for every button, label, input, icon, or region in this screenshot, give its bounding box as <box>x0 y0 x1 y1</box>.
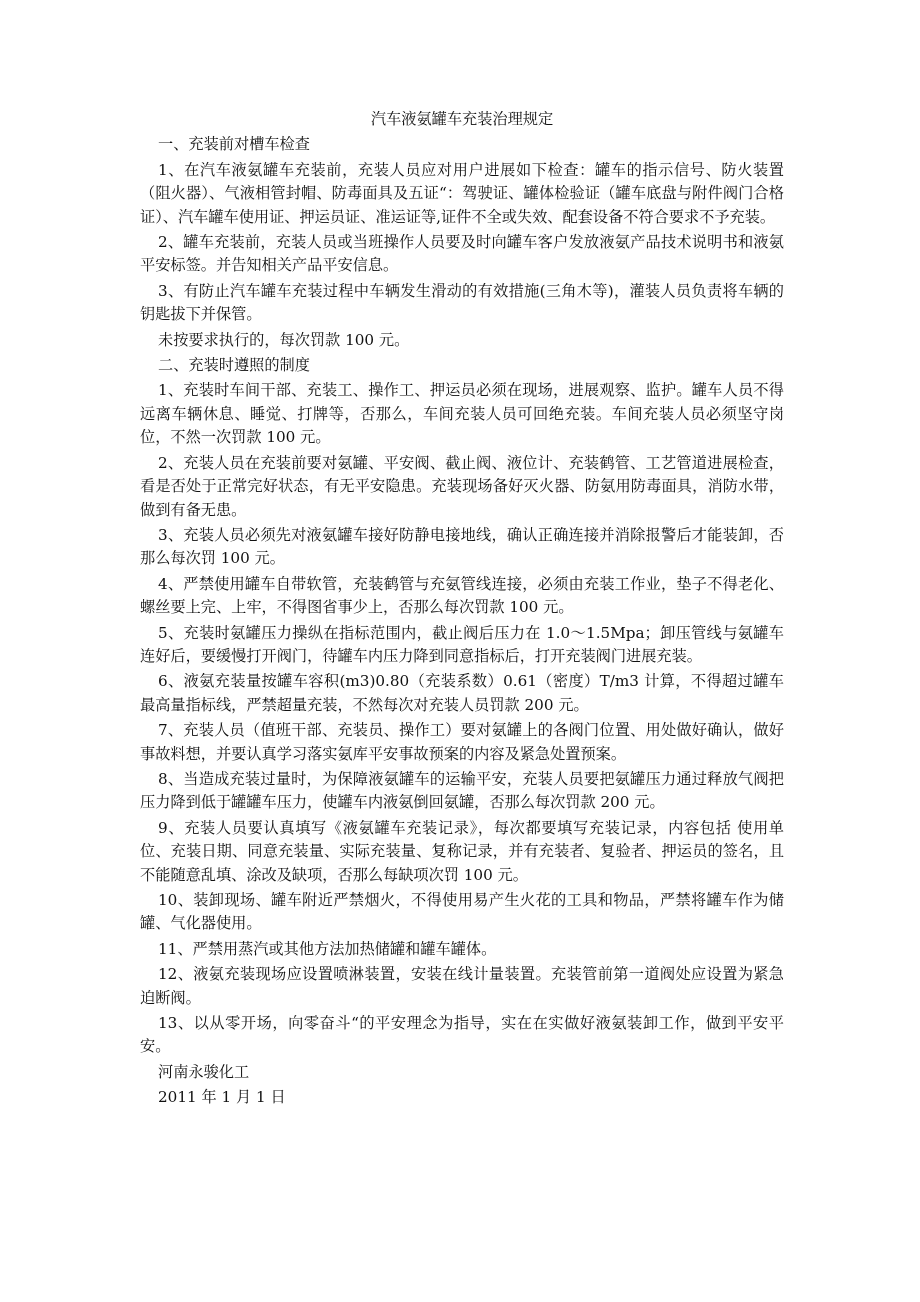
document-title: 汽车液氨罐车充装治理规定 <box>370 110 554 128</box>
section2-item-5: 5、充装时氨罐压力操纵在指标范围内，截止阀后压力在 1.0～1.5Mpa；卸压管线与氨罐车连好后，要缓慢打开阀门，待罐车内压力降到同意指标后，打开充装阀门进展充装。 <box>140 623 784 665</box>
section2-item-3: 3、充装人员必须先对液氨罐车接好防静电接地线，确认正确连接并消除报警后才能装卸，否那么每次罚 100 元。 <box>140 525 784 568</box>
section1-penalty-note: 未按要求执行的，每次罚款 100 元。 <box>158 330 410 349</box>
section2-item-6: 6、液氨充装量按罐车容积(m3)0.80（充装系数）0.61（密度）T/m3 计算，不得超过罐车最高量指标线，严禁超量充装，不然每次对充装人员罚款 200 元。 <box>140 672 784 714</box>
section2-item-7: 7、充装人员（值班干部、充装员、操作工）要对氨罐上的各阀门位置、用处做好确认，做好事故料想，并要认真学习落实氨库平安事故预案的内容及紧急处置预案。 <box>140 721 784 763</box>
section2-item-8: 8、当造成充装过量时，为保障液氨罐车的运输平安，充装人员要把氨罐压力通过释放气阀把压力降到低于罐罐车压力，使罐车内液氨倒回氨罐，否那么每次罚款 200 元。 <box>140 769 784 812</box>
section2-item-4: 4、严禁使用罐车自带软管，充装鹤管与充氨管线连接，必须由充装工作业，垫子不得老化、螺丝要上完、上牢，不得图省事少上，否那么每次罚款 100 元。 <box>140 574 784 617</box>
section2-item-12: 12、液氨充装现场应设置喷淋装置，安装在线计量装置。充装管前第一道阀处应设置为紧急迫断阀。 <box>140 965 784 1007</box>
signature-organization: 河南永骏化工 <box>158 1062 250 1081</box>
section2-item-9: 9、充装人员要认真填写《液氨罐车充装记录》，每次都要填写充装记录，内容包括 使用单位、充装日期、同意充装量、实际充装量、复称记录，并有充装者、复验者、押运员的签名，且不能随意乱填、涂改及缺项，否那么每缺项次罚 100 元。 <box>140 818 784 884</box>
section1-item-2: 2、罐车充装前，充装人员或当班操作人员要及时向罐车客户发放液氨产品技术说明书和液氨平安标签。并告知相关产品平安信息。 <box>140 233 784 275</box>
section2-item-2: 2、充装人员在充装前要对氨罐、平安阀、截止阀、液位计、充装鹤管、工艺管道进展检查，看是否处于正常完好状态，有无平安隐患。充装现场备好灭火器、防氨用防毒面具，消防水带，做到有备无患。 <box>140 453 784 519</box>
document-page <box>140 108 784 1112</box>
section1-item-1: 1、在汽车液氨罐车充装前，充装人员应对用户进展如下检查：罐车的指示信号、防火装置（阻火器）、气液相管封帽、防毒面具及五证“：驾驶证、罐体检验证（罐车底盘与附件阀门合格证）、汽车罐车使用证、押运员证、准运证等,证件不全或失效、配套设备不符合要求不予充装。 <box>140 160 784 226</box>
section-heading-1: 一、充装前对槽车检查 <box>158 135 310 154</box>
section1-item-3: 3、有防止汽车罐车充装过程中车辆发生滑动的有效措施(三角木等)，灌装人员负责将车辆的钥匙拔下并保管。 <box>140 281 784 324</box>
section2-item-1: 1、充装时车间干部、充装工、操作工、押运员必须在现场，进展观察、监护。罐车人员不得远离车辆休息、睡觉、打牌等，否那么，车间充装人员可回绝充装。车间充装人员必须坚守岗位，不然一次罚款 100 元。 <box>140 381 784 447</box>
section2-item-13: 13、以从零开场，向零奋斗“的平安理念为指导，实在在实做好液氨装卸工作，做到平安平安。 <box>140 1014 784 1056</box>
signature-date: 2011 年 1 月 1 日 <box>158 1088 286 1107</box>
section2-item-10: 10、装卸现场、罐车附近严禁烟火，不得使用易产生火花的工具和物品，严禁将罐车作为储罐、气化器使用。 <box>140 891 784 933</box>
section-heading-2: 二、充装时遵照的制度 <box>158 356 310 375</box>
section2-item-11: 11、严禁用蒸汽或其他方法加热储罐和罐车罐体。 <box>158 939 497 958</box>
